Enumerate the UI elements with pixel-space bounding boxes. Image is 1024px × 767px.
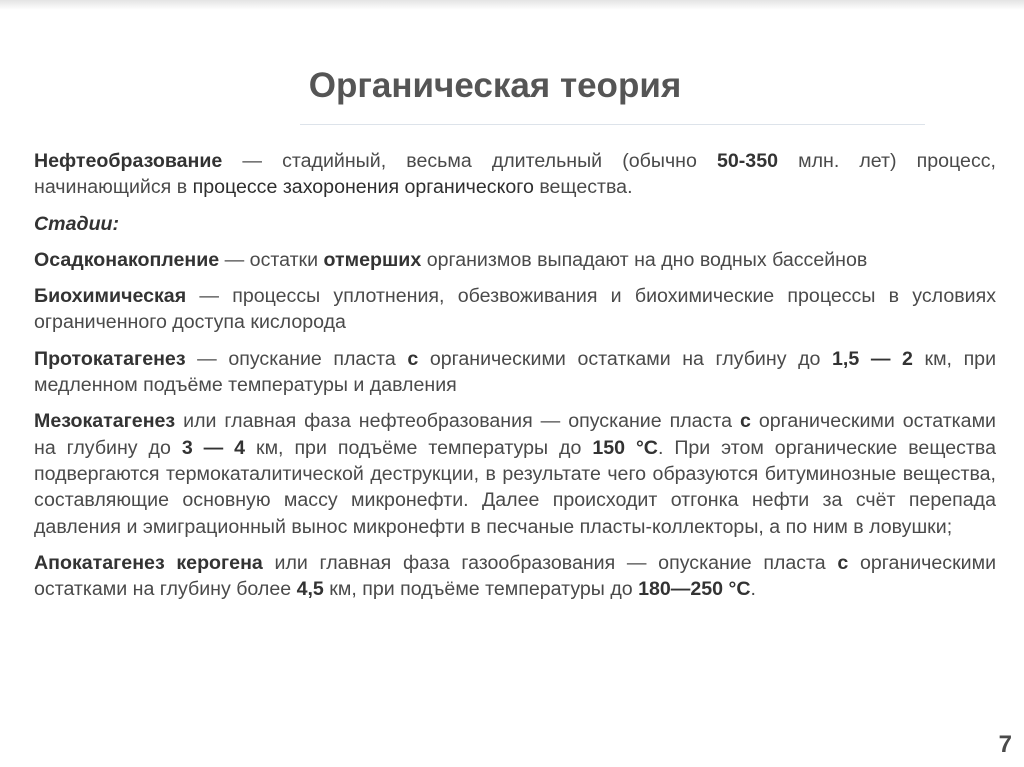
stage-protocatagenesis-depth: 1,5 — 2 [832, 347, 913, 370]
stage-mesocatagenesis [34, 408, 996, 539]
intro-years: 50-350 [716, 150, 778, 172]
stage-sedimentation-bold-1: отмерших [323, 248, 422, 271]
stage-mesocatagenesis-c: с [739, 410, 751, 433]
stage-biochemical-text-1: — процессы уплотнения, обезвоживания и биохимические процессы в условиях ограниченного доступа кислорода [34, 285, 996, 334]
stage-apocatagenesis-text-4: . [750, 578, 756, 601]
stage-mesocatagenesis-text-1: или главная фаза нефтеобразования — опускание пласта [175, 410, 740, 433]
top-shadow [0, 0, 1024, 10]
stage-apocatagenesis [34, 550, 996, 603]
intro-term: Нефтеобразование [34, 150, 223, 172]
stage-biochemical-term: Биохимическая [34, 285, 187, 308]
stage-sedimentation-term: Осадконакопление [34, 248, 220, 271]
slide-title: Органическая теория [308, 66, 682, 105]
stage-sedimentation-text-1: — остатки [219, 248, 324, 271]
stage-protocatagenesis-term: Протокатагенез [34, 347, 186, 370]
stage-protocatagenesis [34, 346, 996, 399]
stage-apocatagenesis-text-2: органическими остатками на глубину более [34, 551, 997, 601]
stage-sedimentation [34, 247, 996, 273]
stage-protocatagenesis-text-2: органическими остатками на глубину до [418, 347, 832, 370]
intro-paragraph [34, 148, 996, 201]
page-number: 7 [998, 731, 1012, 758]
stage-apocatagenesis-depth: 4,5 [296, 578, 324, 601]
stage-protocatagenesis-text-3: км, при медленном подъёме температуры и давления [34, 347, 997, 397]
intro-text-2: млн. лет) процесс, начинающийся в [34, 150, 996, 199]
stage-mesocatagenesis-depth: 3 — 4 [181, 436, 246, 459]
stage-mesocatagenesis-text-4: . При этом органические вещества подвергаются термокаталитической деструкции, в результате чего образуются битуминозные вещества, составляющие основную массу микронефти. Далее происходит отгонка нефти за счёт перепада давления и эмиграционный вынос микронефти в песчаные пласты-коллекторы, а по ним в ловушки; [34, 436, 996, 538]
stage-biochemical [34, 283, 996, 336]
stage-apocatagenesis-text-1: или главная фаза газообразования — опускание пласта [262, 551, 838, 574]
stage-mesocatagenesis-term: Мезокатагенез [34, 410, 176, 433]
stage-protocatagenesis-c: с [407, 347, 419, 370]
stage-apocatagenesis-term: Апокатагенез керогена [34, 551, 263, 574]
title-divider [300, 124, 925, 125]
stage-apocatagenesis-temp: 180—250 °C [638, 578, 751, 601]
stage-protocatagenesis-text-1: — опускание пласта [185, 347, 408, 370]
stage-apocatagenesis-c: с [837, 551, 849, 574]
stage-mesocatagenesis-text-3: км, при подъёме температуры до [245, 436, 593, 459]
intro-bold-phrase: процессе захоронения органического [192, 176, 534, 199]
intro-text-1: — стадийный, весьма длительный (обычно [222, 150, 717, 172]
stage-mesocatagenesis-temp: 150 °C [592, 436, 658, 459]
stage-apocatagenesis-text-3: км, при подъёме температуры до [323, 578, 639, 601]
stages-heading: Стадии: [34, 212, 120, 235]
slide-content [34, 148, 996, 612]
stage-sedimentation-text-2: организмов выпадают на дно водных бассейнов [421, 248, 868, 271]
intro-text-3: вещества. [533, 176, 633, 199]
stage-mesocatagenesis-text-2: органическими остатками на глубину до [34, 410, 996, 459]
